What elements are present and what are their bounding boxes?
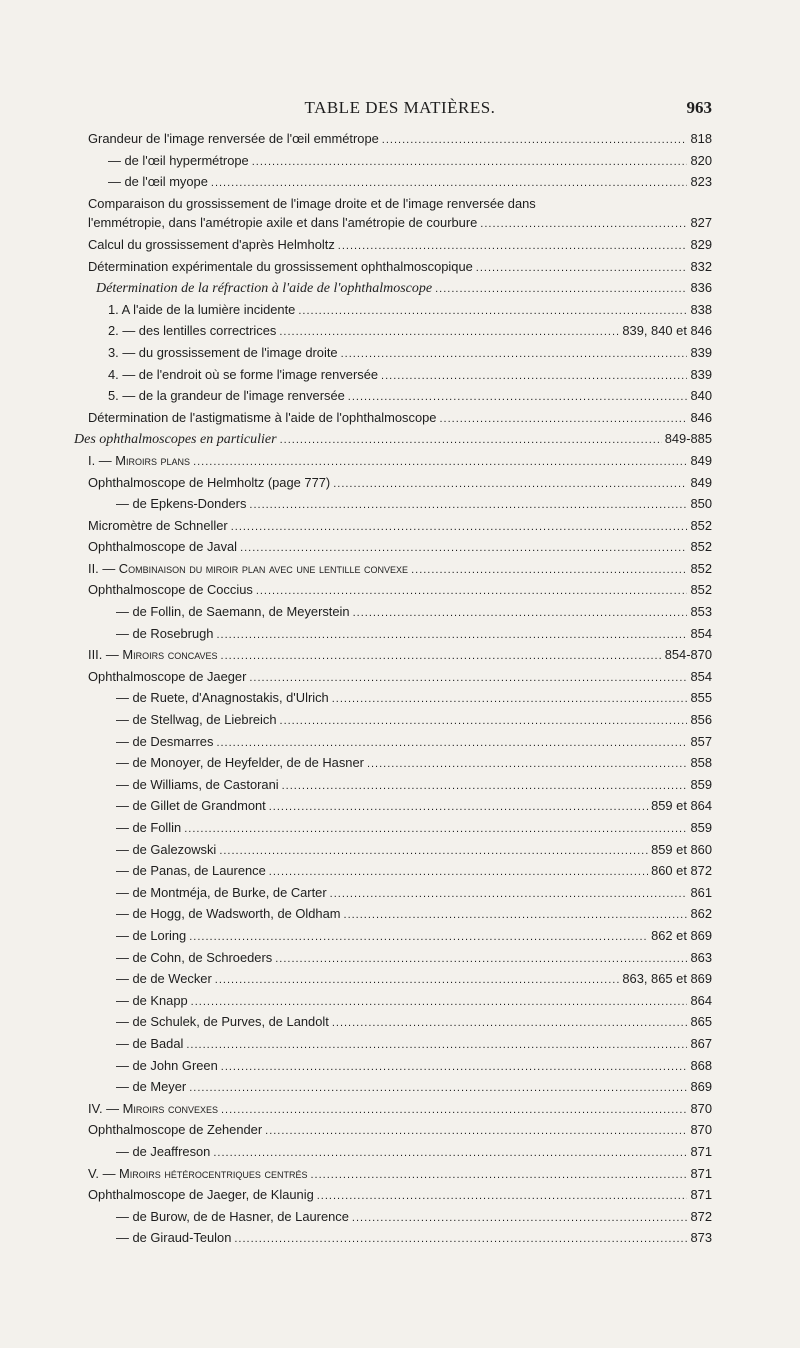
toc-entry: 3. — du grossissement de l'image droite ..... 839 [88, 343, 712, 365]
toc-subsection-heading: V. — Miroirs hétérocentriques centrés ..... 871 [88, 1164, 712, 1186]
toc-entry: Ophthalmoscope de Javal ..... 852 [88, 537, 712, 559]
toc-entry: — de Giraud-Teulon ..... 873 [88, 1228, 712, 1250]
toc-entry: — de Ruete, d'Anagnostakis, d'Ulrich ..... 855 [88, 688, 712, 710]
toc-entry: — de Badal ..... 867 [88, 1034, 712, 1056]
toc-entry: — de Loring ..... 862 et 869 [88, 926, 712, 948]
toc-entry: — de Epkens-Donders ..... 850 [88, 494, 712, 516]
toc-entry: — de Rosebrugh ..... 854 [88, 624, 712, 646]
toc-entry: — de l'œil myope ..... 823 [88, 172, 712, 194]
toc-entry: 1. A l'aide de la lumière incidente ..... 838 [88, 300, 712, 322]
page-title: TABLE DES MATIÈRES. [304, 98, 496, 117]
toc-entry: — de Meyer ..... 869 [88, 1077, 712, 1099]
toc-entry: l'emmétropie, dans l'amétropie axile et dans l'amétropie de courbure ..... 827 [88, 213, 712, 235]
toc-entry: Détermination de l'astigmatisme à l'aide de l'ophthalmoscope ..... 846 [88, 408, 712, 430]
toc-entry: — de l'œil hypermétrope ..... 820 [88, 151, 712, 173]
toc-entry: — de Desmarres ..... 857 [88, 732, 712, 754]
toc-entry: — de Stellwag, de Liebreich ..... 856 [88, 710, 712, 732]
toc-entry: — de Monoyer, de Heyfelder, de de Hasner ..... 858 [88, 753, 712, 775]
toc-entry: — de Follin, de Saemann, de Meyerstein ..... 853 [88, 602, 712, 624]
toc-entry: — de John Green ..... 868 [88, 1056, 712, 1078]
toc-entry: Ophthalmoscope de Jaeger ..... 854 [88, 667, 712, 689]
toc-entry: — de Galezowski ..... 859 et 860 [88, 840, 712, 862]
table-of-contents [74, 129, 712, 1250]
toc-entry: Grandeur de l'image renversée de l'œil emmétrope ..... 818 [88, 129, 712, 151]
toc-entry: 5. — de la grandeur de l'image renversée ..... 840 [88, 386, 712, 408]
toc-entry: Ophthalmoscope de Jaeger, de Klaunig ..... 871 [88, 1185, 712, 1207]
toc-entry: — de Williams, de Castorani ..... 859 [88, 775, 712, 797]
toc-entry: — de Montméja, de Burke, de Carter ..... 861 [88, 883, 712, 905]
toc-entry: Calcul du grossissement d'après Helmholtz ..... 829 [88, 235, 712, 257]
toc-entry: — de Hogg, de Wadsworth, de Oldham ..... 862 [88, 904, 712, 926]
toc-entry: — de Cohn, de Schroeders ..... 863 [88, 948, 712, 970]
toc-subsection-heading: III. — Miroirs concaves ..... 854-870 [88, 645, 712, 667]
toc-entry: Ophthalmoscope de Zehender ..... 870 [88, 1120, 712, 1142]
page-number: 963 [686, 98, 712, 117]
toc-entry: Détermination expérimentale du grossissement ophthalmoscopique ..... 832 [88, 257, 712, 279]
toc-entry: 2. — des lentilles correctrices ..... 839, 840 et 846 [88, 321, 712, 343]
toc-entry: — de de Wecker ..... 863, 865 et 869 [88, 969, 712, 991]
toc-entry: — de Schulek, de Purves, de Landolt ..... 865 [88, 1012, 712, 1034]
page-header [88, 98, 712, 122]
toc-entry: — de Gillet de Grandmont ..... 859 et 864 [88, 796, 712, 818]
toc-entry: — de Jeaffreson ..... 871 [88, 1142, 712, 1164]
toc-entry: — de Burow, de de Hasner, de Laurence ..... 872 [88, 1207, 712, 1229]
toc-entry: Micromètre de Schneller ..... 852 [88, 516, 712, 538]
toc-entry: — de Panas, de Laurence ..... 860 et 872 [88, 861, 712, 883]
toc-subsection-heading: I. — Miroirs plans ..... 849 [88, 451, 712, 473]
toc-subsection-heading: IV. — Miroirs convexes ..... 870 [88, 1099, 712, 1121]
toc-entry: Ophthalmoscope de Coccius ..... 852 [88, 580, 712, 602]
toc-section-heading: Détermination de la réfraction à l'aide de l'ophthalmoscope ..... 836 [88, 278, 712, 300]
toc-entry: — de Knapp ..... 864 [88, 991, 712, 1013]
toc-entry: 4. — de l'endroit où se forme l'image renversée ..... 839 [88, 365, 712, 387]
toc-entry: Comparaison du grossissement de l'image droite et de l'image renversée dans [88, 195, 536, 211]
toc-entry: Ophthalmoscope de Helmholtz (page 777) ..... 849 [88, 473, 712, 495]
toc-subsection-heading: II. — Combinaison du miroir plan avec une lentille convexe ..... 852 [88, 559, 712, 581]
toc-section-heading: Des ophthalmoscopes en particulier ..... 849-885 [74, 429, 712, 451]
toc-entry: — de Follin ..... 859 [88, 818, 712, 840]
